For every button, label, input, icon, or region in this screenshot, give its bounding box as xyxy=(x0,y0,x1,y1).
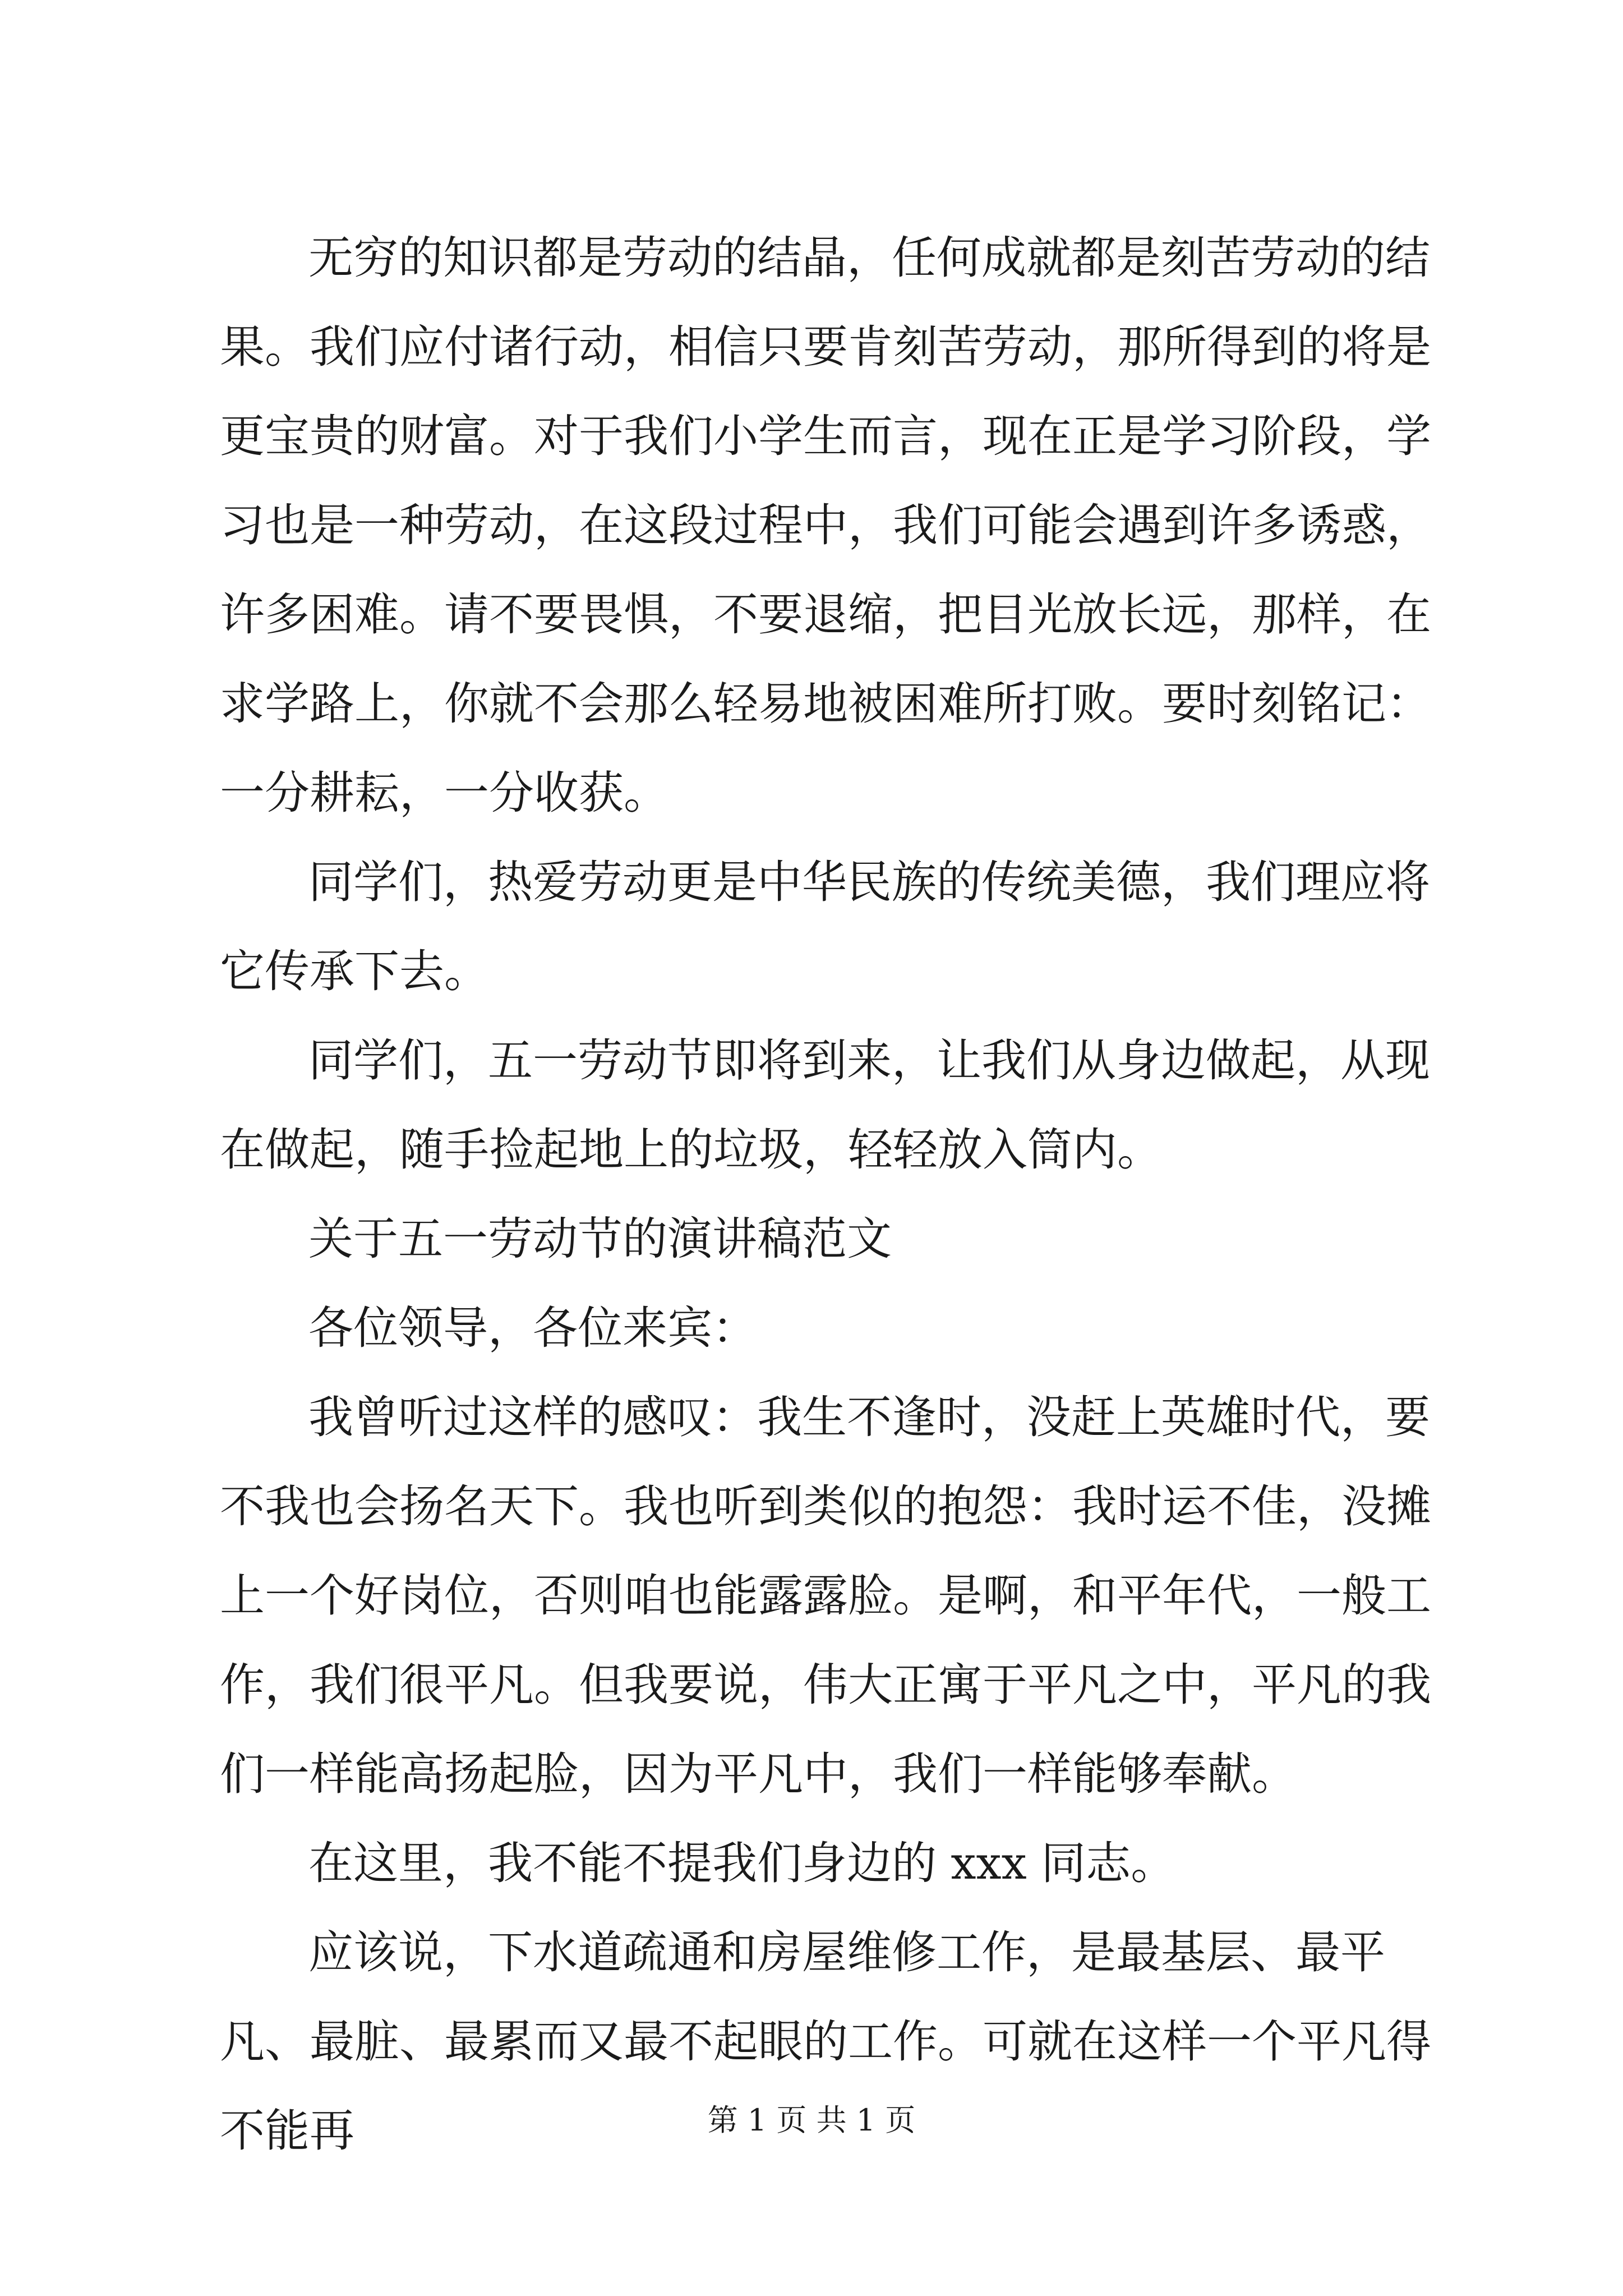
paragraph: 我曾听过这样的感叹：我生不逢时，没赶上英雄时代，要不我也会扬名天下。我也听到类似的抱怨：我时运不佳，没摊上一个好岗位，否则咱也能露露脸。是啊，和平年代，一般工作，我们很平凡。但我要说，伟大正寓于平凡之中，平凡的我们一样能高扬起脸，因为平凡中，我们一样能够奉献。 xyxy=(220,1391,1431,1800)
paragraph: 无穷的知识都是劳动的结晶，任何成就都是刻苦劳动的结果。我们应付诸行动，相信只要肯刻苦劳动，那所得到的将是更宝贵的财富。对于我们小学生而言，现在正是学习阶段，学习也是一种劳动，在这段过程中，我们可能会遇到许多诱惑，许多困难。请不要畏惧，不要退缩，把目光放长远，那样，在求学路上，你就不会那么轻易地被困难所打败。要时刻铭记：一分耕耘，一分收获。 xyxy=(220,232,1431,819)
paragraph: 在这里，我不能不提我们身边的 xxx 同志。 xyxy=(308,1837,1176,1889)
salutation: 各位领导，各位来宾： xyxy=(308,1302,757,1354)
paragraph: 同学们，热爱劳动更是中华民族的传统美德，我们理应将它传承下去。 xyxy=(220,856,1430,997)
paragraph: 同学们，五一劳动节即将到来，让我们从身边做起，从现在做起，随手捡起地上的垃圾，轻轻放入筒内。 xyxy=(220,1034,1430,1176)
page-footer: 第 1 页 共 1 页 xyxy=(707,2102,916,2138)
section-heading: 关于五一劳动节的演讲稿范文 xyxy=(308,1213,892,1265)
document-body xyxy=(220,213,1442,2175)
paragraph: 应该说，下水道疏通和房屋维修工作，是最基层、最平凡、最脏、最累而又最不起眼的工作。可就在这样一个平凡得不能再 xyxy=(220,1926,1431,2157)
